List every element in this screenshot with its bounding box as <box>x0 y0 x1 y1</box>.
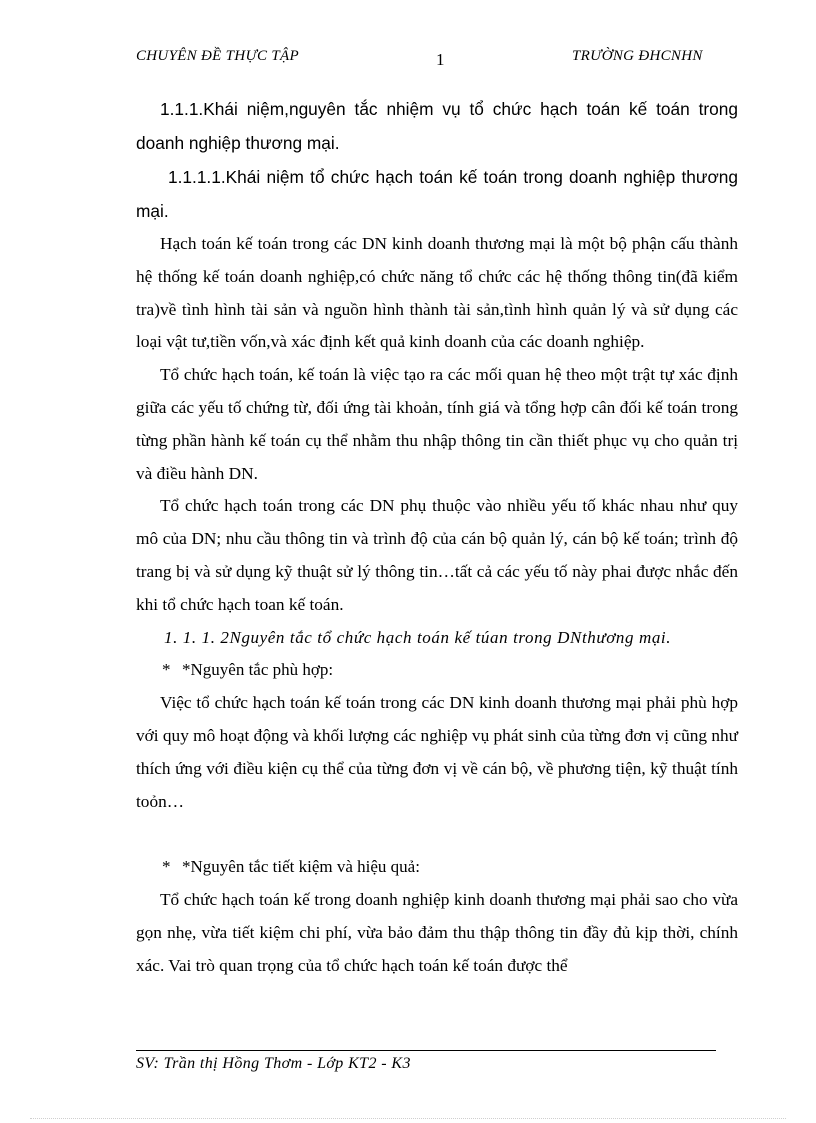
section-heading-1: 1.1.1.Khái niệm,nguyên tắc nhiệm vụ tổ chức hạch toán kế toán trong doanh nghiệp thương mại. <box>136 99 738 153</box>
paragraph-dependencies: Tổ chức hạch toán trong các DN phụ thuộc vào nhiều yếu tố khác nhau như quy mô của DN; nhu cầu thông tin và trình độ của cán bộ quản lý, cán bộ kế toán; trình độ trang bị và sử dụng kỹ thuật sử lý thông tin…tất cả các yếu tố này phai được nhắc đến khi tổ chức hạch toan kế toán. <box>136 496 738 614</box>
blank-line <box>136 818 738 851</box>
bullet-symbol: * <box>162 857 171 877</box>
bullet-efficiency <box>136 851 738 884</box>
page-edge-dotted-line <box>30 1118 786 1119</box>
bullet-efficiency-label: *Nguyên tắc tiết kiệm và hiệu quả: <box>182 857 420 877</box>
section-heading-2: 1.1.1.1.Khái niệm tổ chức hạch toán kế toán trong doanh nghiệp thương mại. <box>136 167 738 221</box>
footer-student-info: SV: Trần thị Hồng Thơm - Lớp KT2 - K3 <box>136 1055 411 1072</box>
bullet-suitability <box>136 654 738 687</box>
paragraph-suitability: Việc tổ chức hạch toán kế toán trong các DN kinh doanh thương mại phải phù hợp với quy mô hoạt động và khối lượng các nghiệp vụ phát sinh của từng đơn vị cũng như thích ứng với điều kiện cụ thể của từng đơn vị về cán bộ, về phương tiện, kỹ thuật tính toỏn… <box>136 693 738 811</box>
document-body <box>136 92 738 983</box>
header-right-title: TRƯỜNG ĐHCNHN <box>572 48 703 64</box>
page-number: 1 <box>436 50 445 69</box>
header-left-title: CHUYÊN ĐỀ THỰC TẬP <box>136 48 299 64</box>
paragraph-definition: Hạch toán kế toán trong các DN kinh doanh thương mại là một bộ phận cấu thành hệ thống kế toán doanh nghiệp,có chức năng tổ chức các hệ thống thông tin(đã kiểm tra)về tình hình tài sản và nguồn hình thành tài sản,tình hình quản lý và sử dụng các loại vật tư,tiền vốn,và xác định kết quả kinh doanh của các doanh nghiệp. <box>136 234 738 352</box>
bullet-symbol: * <box>162 660 171 680</box>
paragraph-organization: Tổ chức hạch toán, kế toán là việc tạo ra các mối quan hệ theo một trật tự xác định giữa các yếu tố chứng từ, đối ứng tài khoản, tính giá và tổng hợp cân đối kế toán trong từng phần hành kế toán cụ thể nhằm thu nhập thông tin cần thiết phục vụ cho quản trị và điều hành DN. <box>136 365 738 483</box>
paragraph-efficiency: Tổ chức hạch toán kế trong doanh nghiệp kinh doanh thương mại phải sao cho vừa gọn nhẹ, vừa tiết kiệm chi phí, vừa bảo đảm thu thập thông tin đầy đủ kịp thời, chính xác. Vai trò quan trọng của tổ chức hạch toán kế toán được thể <box>136 890 738 975</box>
footer-divider <box>136 1050 716 1051</box>
bullet-suitability-label: *Nguyên tắc phù hợp: <box>182 660 334 680</box>
subheading-principles: 1. 1. 1. 2Nguyên tắc tổ chức hạch toán kế túan trong DNthương mại. <box>164 627 672 647</box>
